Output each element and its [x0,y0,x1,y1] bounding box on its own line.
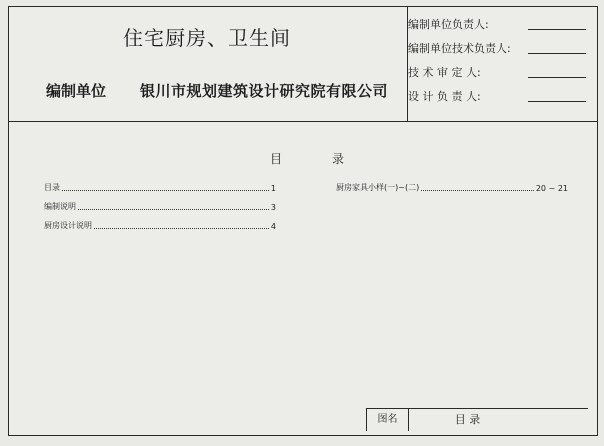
toc-leader-dots [78,208,269,210]
signature-line-1 [528,29,586,30]
toc-entry-page: 1 [270,184,276,193]
toc-leader-dots [94,227,269,229]
tu-ming-label: 图名 [366,409,408,431]
signature-role-1: 编制单位负责人: [408,18,489,31]
signature-role-4: 设 计 负 责 人: [408,90,481,103]
signature-line-3 [528,77,586,78]
toc-entry [44,201,276,212]
header-divider [9,121,597,122]
toc-entry [44,220,276,231]
tu-ming-value: 目 录 [408,409,526,431]
toc-entry-title: 目录 [44,183,60,192]
signature-line-2 [528,53,586,54]
signature-line-4 [528,101,586,102]
toc-entry-title: 厨房家具小样(一)~(二) [336,183,420,192]
signature-role-2: 编制单位技术负责人: [408,42,511,55]
title-block [366,408,588,431]
toc-entry [44,182,276,193]
compiler-label: 编制单位 [46,82,107,100]
toc-entry-page: 20 ~ 21 [535,184,568,193]
compiler-name: 银川市规划建筑设计研究院有限公司 [140,82,389,100]
toc-leader-dots [421,189,534,191]
toc-leader-dots [62,189,269,191]
toc-entry-page: 3 [270,203,276,212]
toc-entry-title: 编制说明 [44,202,76,211]
toc-entry [336,182,568,193]
toc-heading-left: 目 [270,152,283,166]
toc-heading-right: 录 [332,152,345,166]
signature-role-3: 技 术 审 定 人: [408,66,481,79]
atlas-title: 住宅厨房、卫生间 [123,26,291,50]
toc-entry-title: 厨房设计说明 [44,221,92,230]
toc-entry-page: 4 [270,222,276,231]
